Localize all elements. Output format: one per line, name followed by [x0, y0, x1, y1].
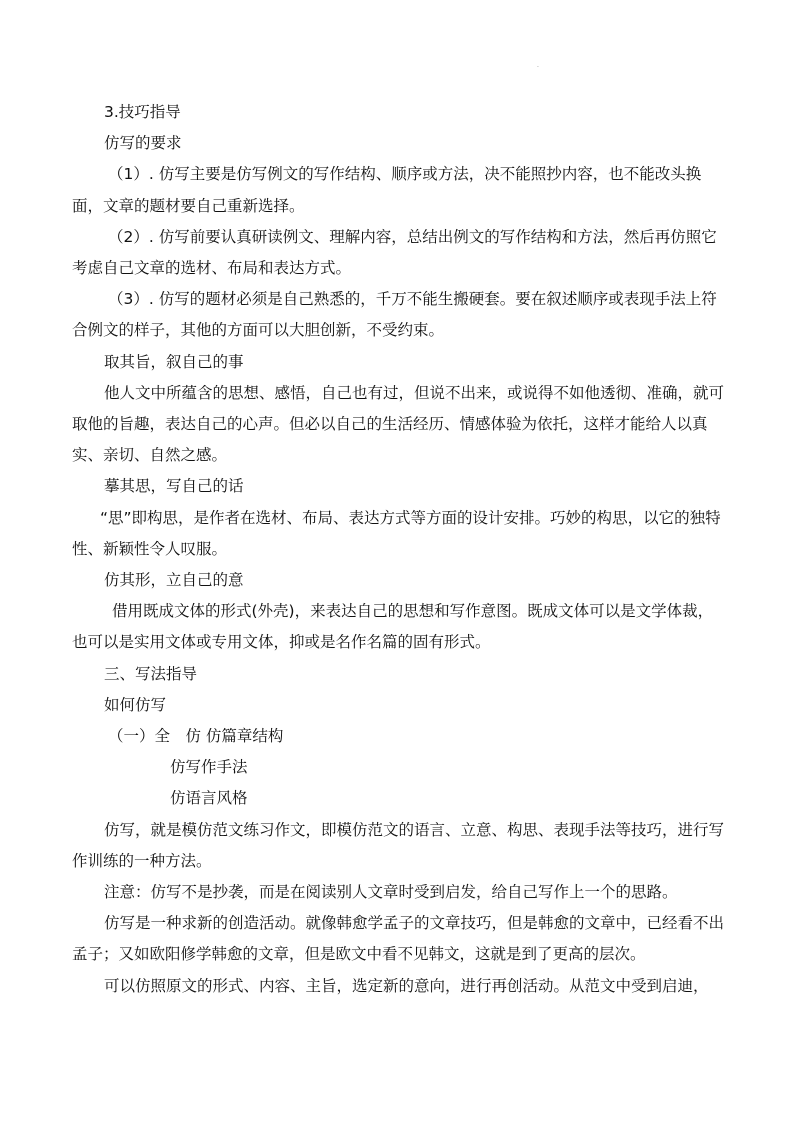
subheading: 取其旨，叙自己的事 — [104, 352, 244, 371]
body-paragraph: 仿写是一种求新的创造活动。就像韩愈学孟子的文章技巧，但是韩愈的文章中，已经看不出孟子；又如欧阳修学韩愈的文章，但是欧文中看不见韩文，这就是到了更高的层次。 — [72, 914, 725, 964]
body-paragraph: 他人文中所蕴含的思想、感悟，自己也有过，但说不出来，或说得不如他透彻、准确，就可取他的旨趣，表达自己的心声。但必以自己的生活经历、情感体验为依托，这样才能给人以真实、亲切、自然之感。 — [72, 383, 725, 465]
section-heading: 3.技巧指导 — [104, 103, 181, 121]
section-heading: 三、写法指导 — [104, 664, 198, 683]
outline-item: （一）全 仿 仿篇章结构 — [108, 727, 284, 746]
document-content — [72, 97, 724, 1002]
requirement-paragraph: （3）. 仿写的题材必须是自己熟悉的，千万不能生搬硬套。要在叙述顺序或表现手法上符合例文的样子，其他的方面可以大胆创新，不受约束。 — [72, 290, 717, 340]
subheading: 摹其思，写自己的话 — [104, 477, 244, 496]
subheading: 仿其形，立自己的意 — [104, 571, 244, 590]
note-paragraph: 注意：仿写不是抄袭，而是在阅读别人文章时受到启发，给自己写作上一个的思路。 — [104, 883, 678, 902]
requirement-paragraph: （2）. 仿写前要认真研读例文、理解内容，总结出例文的写作结构和方法，然后再仿照它考虑自己文章的选材、布局和表达方式。 — [72, 227, 717, 278]
requirement-paragraph: （1）. 仿写主要是仿写例文的写作结构、顺序或方法，决不能照抄内容，也不能改头换面，文章的题材要自己重新选择。 — [72, 165, 702, 215]
outline-subitem: 仿语言风格 — [170, 789, 248, 808]
subheading: 如何仿写 — [104, 695, 167, 714]
body-paragraph: 借用既成文体的形式(外壳)，来表达自己的思想和写作意图。既成文体可以是文学体裁，也可以是实用文体或专用文体，抑或是名作名篇的固有形式。 — [72, 602, 714, 652]
subheading: 仿写的要求 — [104, 134, 182, 153]
outline-subitem: 仿写作手法 — [170, 758, 248, 777]
page-mark: . — [537, 62, 539, 69]
body-paragraph: 仿写，就是模仿范文练习作文，即模仿范文的语言、立意、构思、表现手法等技巧，进行写作训练的一种方法。 — [72, 820, 725, 870]
body-paragraph: “思”即构思，是作者在选材、布局、表达方式等方面的设计安排。巧妙的构思，以它的独特性、新颖性令人叹服。 — [72, 508, 721, 558]
body-paragraph: 可以仿照原文的形式、内容、主旨，选定新的意向，进行再创活动。从范文中受到启迪， — [104, 976, 709, 995]
